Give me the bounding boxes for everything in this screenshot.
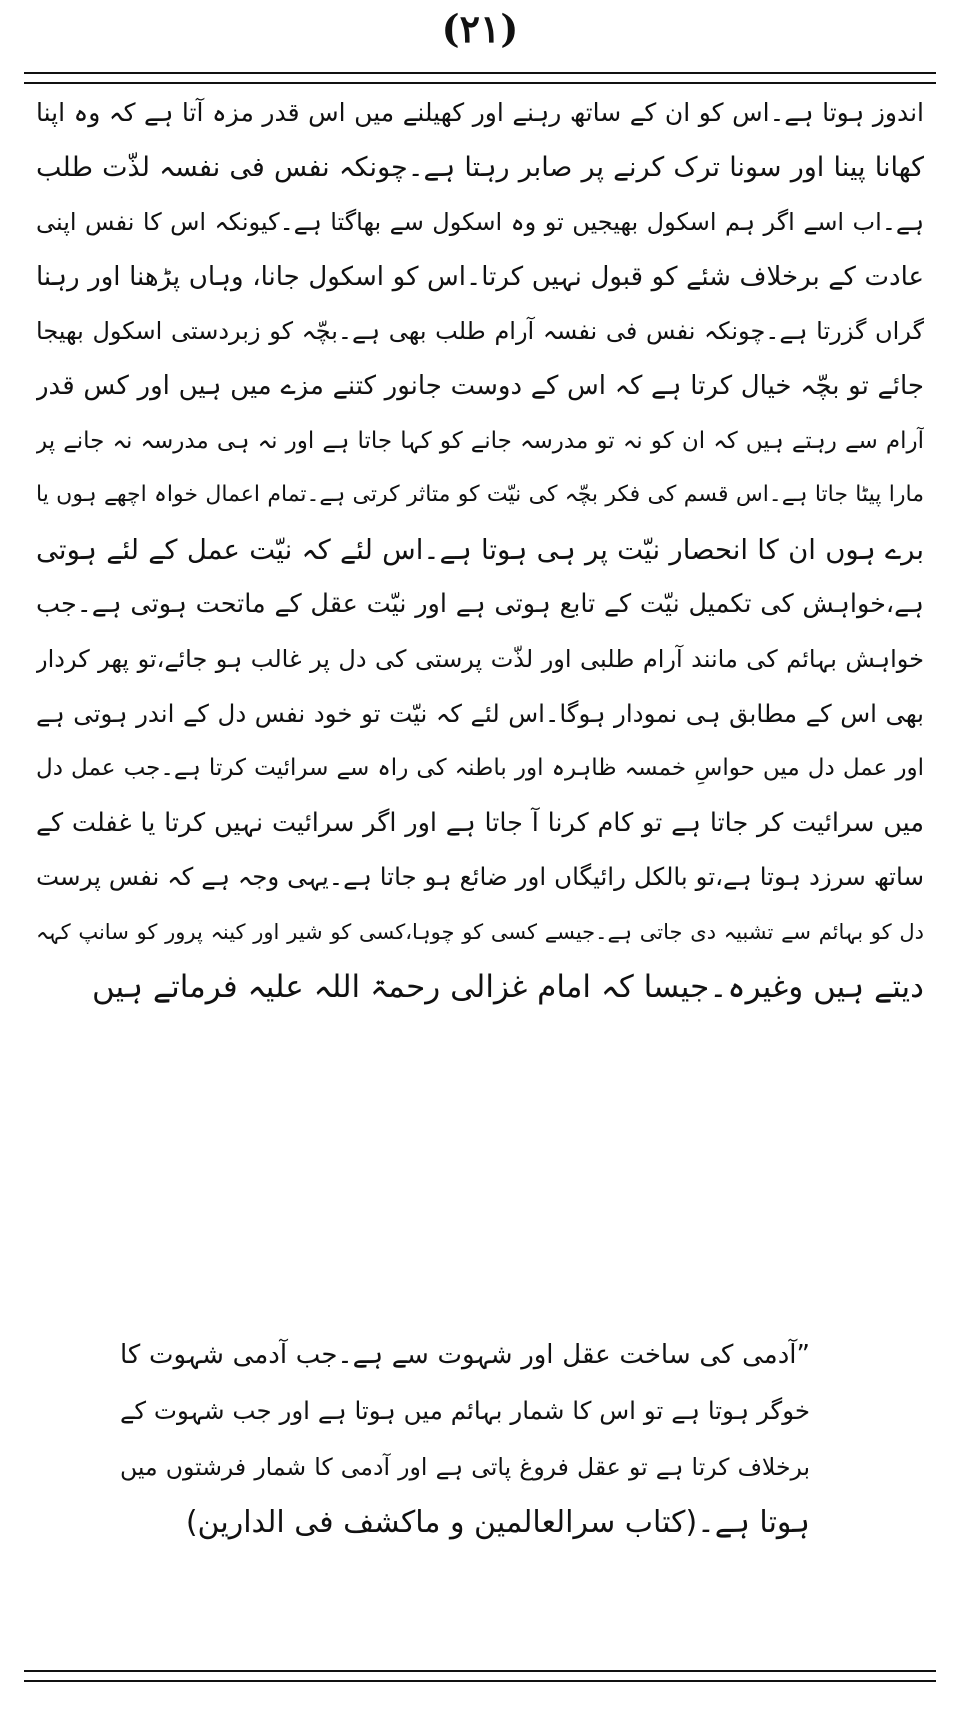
text-line: ساتھ سرزد ہوتا ہے،تو بالکل رائیگاں اور ضائع ہو جاتا ہے۔یہی وجہ ہے کہ نفس پرست — [36, 862, 924, 892]
text-line: اندوز ہوتا ہے۔اس کو ان کے ساتھ رہنے اور کھیلنے میں اس قدر مزہ آتا ہے کہ وہ اپنا — [36, 98, 924, 127]
text-line: مارا پیٹا جاتا ہے۔اس قسم کی فکر بچّہ کی نیّت کو متاثر کرتی ہے۔تمام اعمال خواہ اچھے ہوں یا — [36, 482, 924, 508]
text-line: کھانا پینا اور سونا ترک کرنے پر صابر رہتا ہے۔چونکہ نفس فی نفسہ لذّت طلب — [36, 151, 924, 183]
text-line: جائے تو بچّہ خیال کرتا ہے کہ اس کے دوست جانور کتنے مزے میں ہیں اور کس قدر — [36, 370, 924, 401]
text-line: دل کو بہائم سے تشبیہ دی جاتی ہے۔جیسے کسی کو چوہا،کسی کو شیر اور کینہ پرور کو سانپ کہہ — [36, 919, 924, 944]
quote-line: برخلاف کرتا ہے تو عقل فروغ پاتی ہے اور آدمی کا شمار فرشتوں میں — [120, 1453, 810, 1481]
text-line: اور عمل دل میں حواسِ خمسہ ظاہرہ اور باطنہ کی راہ سے سرائیت کرتا ہے۔جب عمل دل — [36, 755, 924, 782]
text-line: خواہش بہائم کی مانند آرام طلبی اور لذّت پرستی کی دل پر غالب ہو جائے،تو پھر کردار — [36, 644, 924, 673]
top-double-rule — [24, 72, 936, 84]
body-paragraph — [36, 86, 924, 1014]
quote-line: خوگر ہوتا ہے تو اس کا شمار بہائم میں ہوتا ہے اور جب شہوت کے — [120, 1396, 810, 1425]
text-line: آرام سے رہتے ہیں کہ ان کو نہ تو مدرسہ جانے کو کہا جاتا ہے اور نہ ہی مدرسہ نہ جانے پر — [36, 427, 924, 454]
page-number: (۲۱) — [441, 6, 519, 51]
text-line: دیتے ہیں وغیرہ۔جیسا کہ امام غزالی رحمۃ اللہ علیہ فرماتے ہیں — [91, 968, 924, 1005]
quote-line: ”آدمی کی ساخت عقل اور شہوت سے ہے۔جب آدمی شہوت کا — [120, 1340, 810, 1370]
text-line: بھی اس کے مطابق ہی نمودار ہوگا۔اس لئے کہ نیّت تو خود نفس دل کے اندر ہوتی ہے — [36, 698, 924, 728]
text-line: عادت کے برخلاف شئے کو قبول نہیں کرتا۔اس کو اسکول جانا، وہاں پڑھنا اور رہنا — [36, 261, 924, 292]
block-quote — [120, 1327, 810, 1551]
text-line: ہے۔اب اسے اگر ہم اسکول بھیجیں تو وہ اسکول سے بھاگتا ہے۔کیونکہ اس کا نفس اپنی — [36, 208, 924, 237]
text-line: گراں گزرتا ہے۔چونکہ نفس فی نفسہ آرام طلب بھی ہے۔بچّہ کو زبردستی اسکول بھیجا — [36, 317, 924, 346]
text-line: میں سرائیت کر جاتا ہے تو کام کرنا آ جاتا ہے اور اگر سرائیت نہیں کرتا یا غفلت کے — [36, 807, 924, 838]
text-line: ہے،خواہش کی تکمیل نیّت کے تابع ہوتی ہے اور نیّت عقل کے ماتحت ہوتی ہے۔جب — [36, 589, 924, 620]
text-line: برے ہوں ان کا انحصار نیّت پر ہی ہوتا ہے۔اس لئے کہ نیّت عمل کے لئے ہوتی — [36, 533, 924, 566]
quote-line: ہوتا ہے۔(کتاب سرالعالمین و ماکشف فی الدارین) — [185, 1505, 810, 1540]
bottom-double-rule — [24, 1670, 936, 1682]
